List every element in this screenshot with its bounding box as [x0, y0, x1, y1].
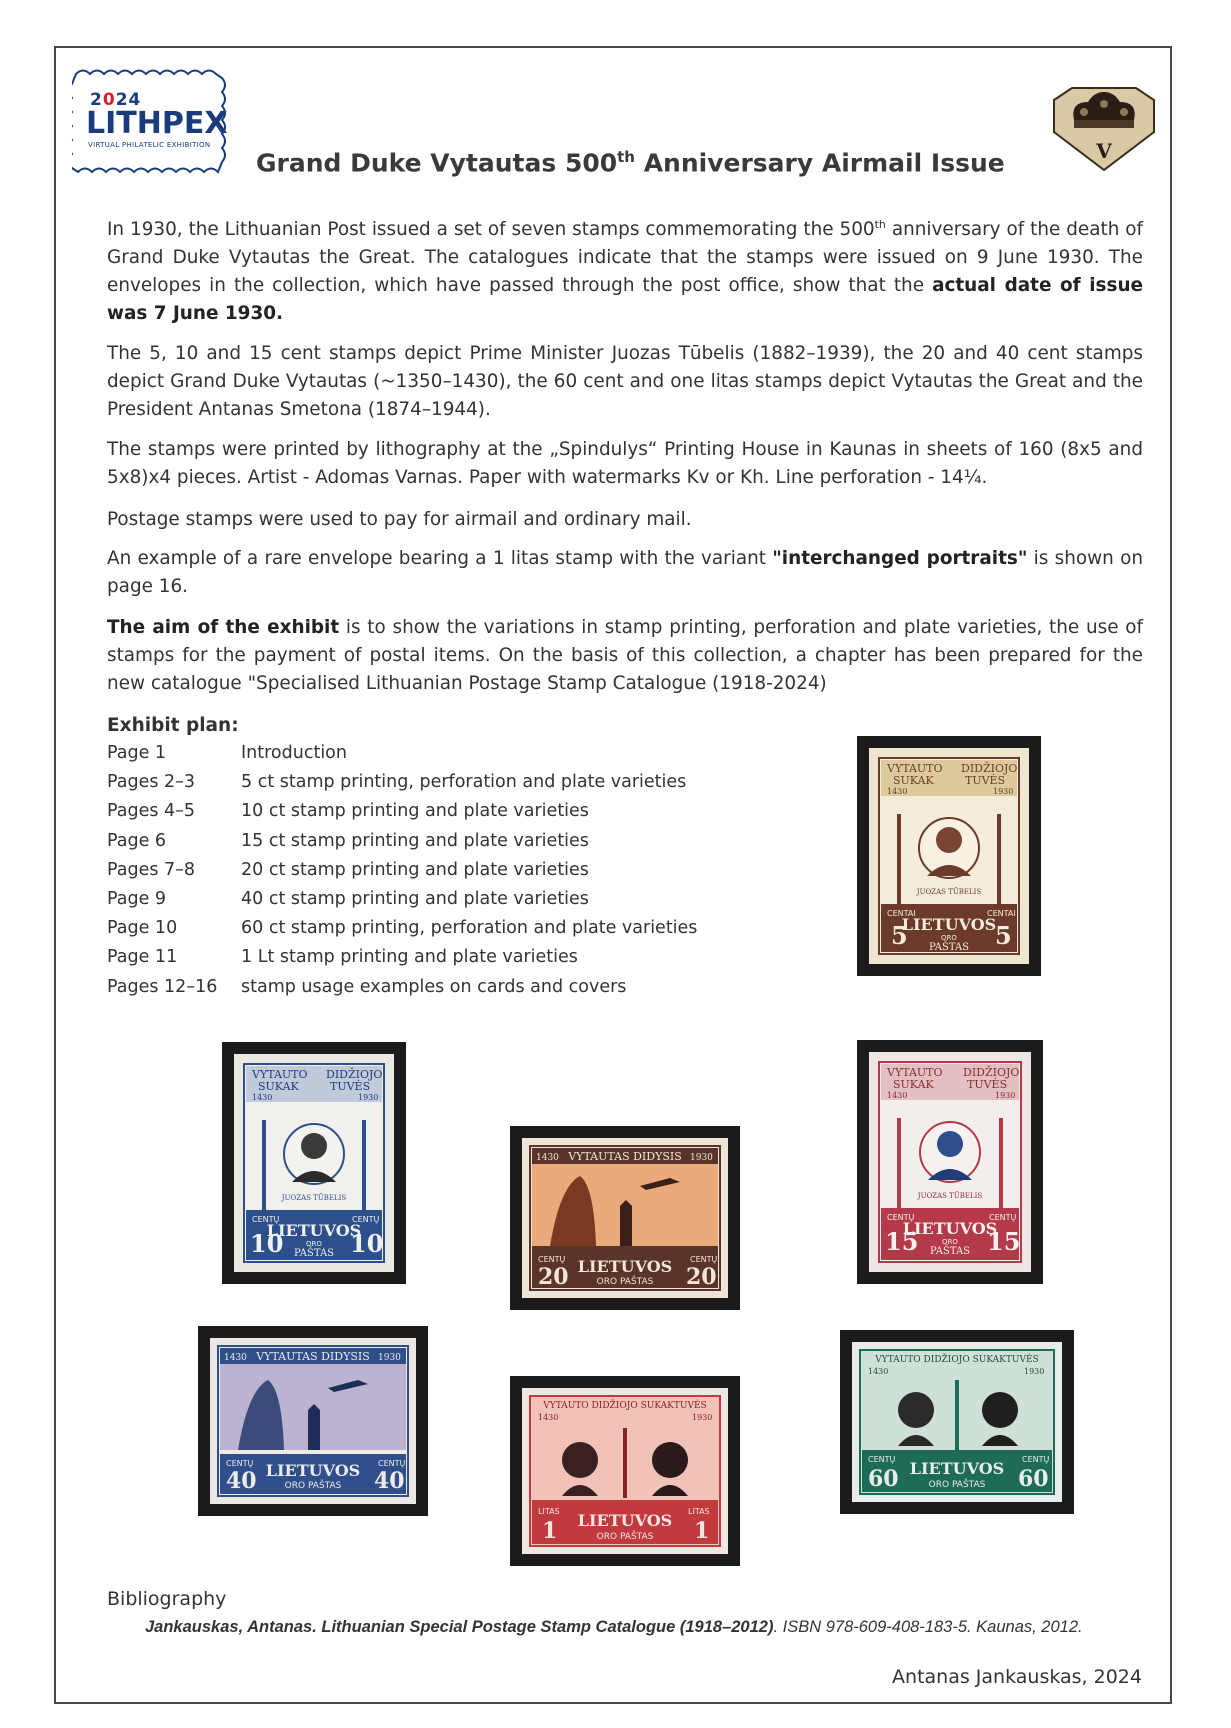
page-title: Grand Duke Vytautas 500th Anniversary Airmail Issue: [256, 148, 1005, 178]
stamp-20-centu: [510, 1126, 740, 1310]
svg-text:15: 15: [885, 1227, 919, 1256]
svg-text:LIETUVOS: LIETUVOS: [909, 1459, 1005, 1478]
svg-text:1430: 1430: [538, 1413, 559, 1422]
svg-text:VYTAUTO: VYTAUTO: [252, 1068, 308, 1081]
svg-text:JUOZAS TŪBELIS: JUOZAS TŪBELIS: [916, 888, 982, 896]
svg-text:1930: 1930: [1024, 1367, 1045, 1376]
svg-text:PAŠTAS: PAŠTAS: [929, 1246, 971, 1257]
svg-text:LIETUVOS: LIETUVOS: [266, 1221, 362, 1240]
svg-text:CENTŲ: CENTŲ: [378, 1459, 406, 1468]
svg-text:DIDŽIOJO: DIDŽIOJO: [963, 1066, 1020, 1079]
svg-text:CENTŲ: CENTŲ: [989, 1213, 1017, 1222]
svg-text:20: 20: [686, 1264, 717, 1290]
stamp-1-litas: [510, 1376, 740, 1566]
svg-text:CENTŲ: CENTŲ: [226, 1459, 254, 1468]
stamp-15-centu: [857, 1040, 1043, 1284]
svg-text:10: 10: [250, 1229, 284, 1258]
svg-text:ORO PAŠTAS: ORO PAŠTAS: [596, 1532, 654, 1542]
svg-text:ORO PAŠTAS: ORO PAŠTAS: [928, 1480, 986, 1490]
svg-text:1930: 1930: [692, 1413, 713, 1422]
bibliography-title: Bibliography: [107, 1588, 227, 1610]
svg-text:LIETUVOS: LIETUVOS: [577, 1511, 673, 1530]
svg-text:CENTAI: CENTAI: [987, 909, 1016, 918]
crown-seal-icon: [1050, 86, 1158, 172]
svg-text:SUKAK: SUKAK: [893, 774, 934, 787]
svg-text:LIETUVOS: LIETUVOS: [577, 1257, 673, 1276]
lithpex-logo: [72, 68, 232, 178]
svg-text:SUKAK: SUKAK: [893, 1078, 934, 1091]
svg-text:5: 5: [891, 921, 908, 950]
svg-text:40: 40: [374, 1468, 405, 1494]
stamp-5-centai: [857, 736, 1041, 976]
svg-text:CENTŲ: CENTŲ: [1022, 1455, 1050, 1464]
svg-text:1930: 1930: [358, 1093, 379, 1102]
svg-text:DIDŽIOJO: DIDŽIOJO: [326, 1068, 383, 1081]
svg-text:CENTAI: CENTAI: [887, 909, 916, 918]
svg-text:SUKAK: SUKAK: [258, 1080, 299, 1093]
svg-text:1: 1: [694, 1518, 710, 1544]
aim-paragraph: The aim of the exhibit is to show the variations in stamp printing, perforation and plate varieties, the use of stamps for the payment of postal items. On the basis of this collection, a chapter has been prepared for the new catalogue "Specialised Lithuanian Postage Stamp Catalogue (1918-2024): [107, 617, 1143, 694]
svg-text:TUVĖS: TUVĖS: [967, 1078, 1008, 1091]
stamp-40-centu: [198, 1326, 428, 1516]
svg-text:15: 15: [987, 1227, 1021, 1256]
rare-envelope-paragraph: An example of a rare envelope bearing a 1 litas stamp with the variant "interchanged portraits" is shown on page 16.: [107, 548, 1143, 597]
usage-paragraph: Postage stamps were used to pay for airmail and ordinary mail.: [107, 509, 692, 530]
svg-text:1930: 1930: [993, 787, 1014, 796]
bibliography-entry: Jankauskas, Antanas. Lithuanian Special Postage Stamp Catalogue (1918–2012). ISBN 978-609-408-183-5. Kaunas, 2012.: [145, 1618, 1083, 1636]
svg-text:CENTŲ: CENTŲ: [352, 1215, 380, 1224]
svg-text:LIETUVOS: LIETUVOS: [902, 1219, 998, 1238]
svg-text:VYTAUTAS DIDYSIS: VYTAUTAS DIDYSIS: [568, 1150, 682, 1163]
svg-text:CENTŲ: CENTŲ: [538, 1255, 566, 1264]
svg-text:1930: 1930: [378, 1353, 401, 1363]
svg-text:LIETUVOS: LIETUVOS: [901, 915, 997, 934]
svg-text:40: 40: [226, 1468, 257, 1494]
svg-text:1930: 1930: [690, 1153, 713, 1163]
svg-text:60: 60: [868, 1466, 899, 1492]
svg-text:VYTAUTO DIDŽIOJO SUKAKTUVĖS: VYTAUTO DIDŽIOJO SUKAKTUVĖS: [875, 1355, 1039, 1365]
svg-text:ORO PAŠTAS: ORO PAŠTAS: [596, 1277, 654, 1287]
svg-text:1: 1: [542, 1518, 558, 1544]
stamp-10-centu: [222, 1042, 406, 1284]
svg-text:20: 20: [538, 1264, 569, 1290]
author-signature: Antanas Jankauskas, 2024: [892, 1666, 1142, 1688]
svg-text:VYTAUTO DIDŽIOJO SUKAKTUVĖS: VYTAUTO DIDŽIOJO SUKAKTUVĖS: [543, 1401, 707, 1411]
svg-text:TUVĖS: TUVĖS: [965, 774, 1006, 787]
svg-text:CENTŲ: CENTŲ: [252, 1215, 280, 1224]
svg-text:ORO: ORO: [306, 1240, 322, 1248]
svg-text:LIETUVOS: LIETUVOS: [265, 1461, 361, 1480]
svg-text:PAŠTAS: PAŠTAS: [293, 1248, 335, 1259]
svg-text:ORO: ORO: [942, 1238, 958, 1246]
svg-text:1430: 1430: [252, 1093, 273, 1102]
seal-letter: V: [1096, 139, 1112, 163]
svg-text:PAŠTAS: PAŠTAS: [928, 942, 970, 953]
svg-text:JUOZAS TŪBELIS: JUOZAS TŪBELIS: [281, 1194, 347, 1202]
svg-text:60: 60: [1018, 1466, 1049, 1492]
svg-text:JUOZAS TŪBELIS: JUOZAS TŪBELIS: [917, 1192, 983, 1200]
logo-year: 2024: [90, 90, 142, 110]
depiction-paragraph: The 5, 10 and 15 cent stamps depict Prime Minister Juozas Tūbelis (1882–1939), the 20 and 40 cent stamps depict Grand Duke Vytautas (~1350–1430), the 60 cent and one litas stamps depict Vytautas the Great and the President Antanas Smetona (1874–1944).: [107, 343, 1143, 420]
svg-text:CENTŲ: CENTŲ: [887, 1213, 915, 1222]
intro-paragraph: In 1930, the Lithuanian Post issued a set of seven stamps commemorating the 500th anniversary of the death of Grand Duke Vytautas the Great. The catalogues indicate that the stamps were issued on 9 June 1930. The envelopes in the collection, which have passed through the post office, show that the actual date of issue was 7 June 1930.: [107, 217, 1144, 324]
svg-text:10: 10: [350, 1229, 384, 1258]
svg-text:1430: 1430: [536, 1153, 559, 1163]
svg-text:LITAS: LITAS: [538, 1507, 560, 1516]
svg-text:1430: 1430: [887, 1091, 908, 1100]
logo-subtitle: VIRTUAL PHILATELIC EXHIBITION: [88, 141, 211, 149]
exhibit-plan-title: Exhibit plan:: [107, 715, 239, 736]
svg-text:1430: 1430: [224, 1353, 247, 1363]
svg-text:ORO PAŠTAS: ORO PAŠTAS: [284, 1481, 342, 1491]
svg-text:DIDŽIOJO: DIDŽIOJO: [961, 762, 1018, 775]
svg-text:1430: 1430: [887, 787, 908, 796]
svg-text:LITAS: LITAS: [688, 1507, 710, 1516]
svg-text:1930: 1930: [995, 1091, 1016, 1100]
svg-text:CENTŲ: CENTŲ: [868, 1455, 896, 1464]
svg-text:VYTAUTO: VYTAUTO: [887, 762, 943, 775]
svg-text:1430: 1430: [868, 1367, 889, 1376]
svg-text:ORO: ORO: [941, 934, 957, 942]
logo-name: LITHPEX: [86, 106, 228, 141]
stamp-60-centu: [840, 1330, 1074, 1514]
svg-text:CENTŲ: CENTŲ: [690, 1255, 718, 1264]
svg-text:5: 5: [995, 921, 1012, 950]
svg-text:TUVĖS: TUVĖS: [330, 1080, 371, 1093]
printing-paragraph: The stamps were printed by lithography at the „Spindulys“ Printing House in Kaunas in sheets of 160 (8x5 and 5x8)x4 pieces. Artist - Adomas Varnas. Paper with watermarks Kv or Kh. Line perforation - 14¼.: [107, 439, 1143, 488]
svg-text:VYTAUTAS DIDYSIS: VYTAUTAS DIDYSIS: [256, 1350, 370, 1363]
svg-text:VYTAUTO: VYTAUTO: [887, 1066, 943, 1079]
